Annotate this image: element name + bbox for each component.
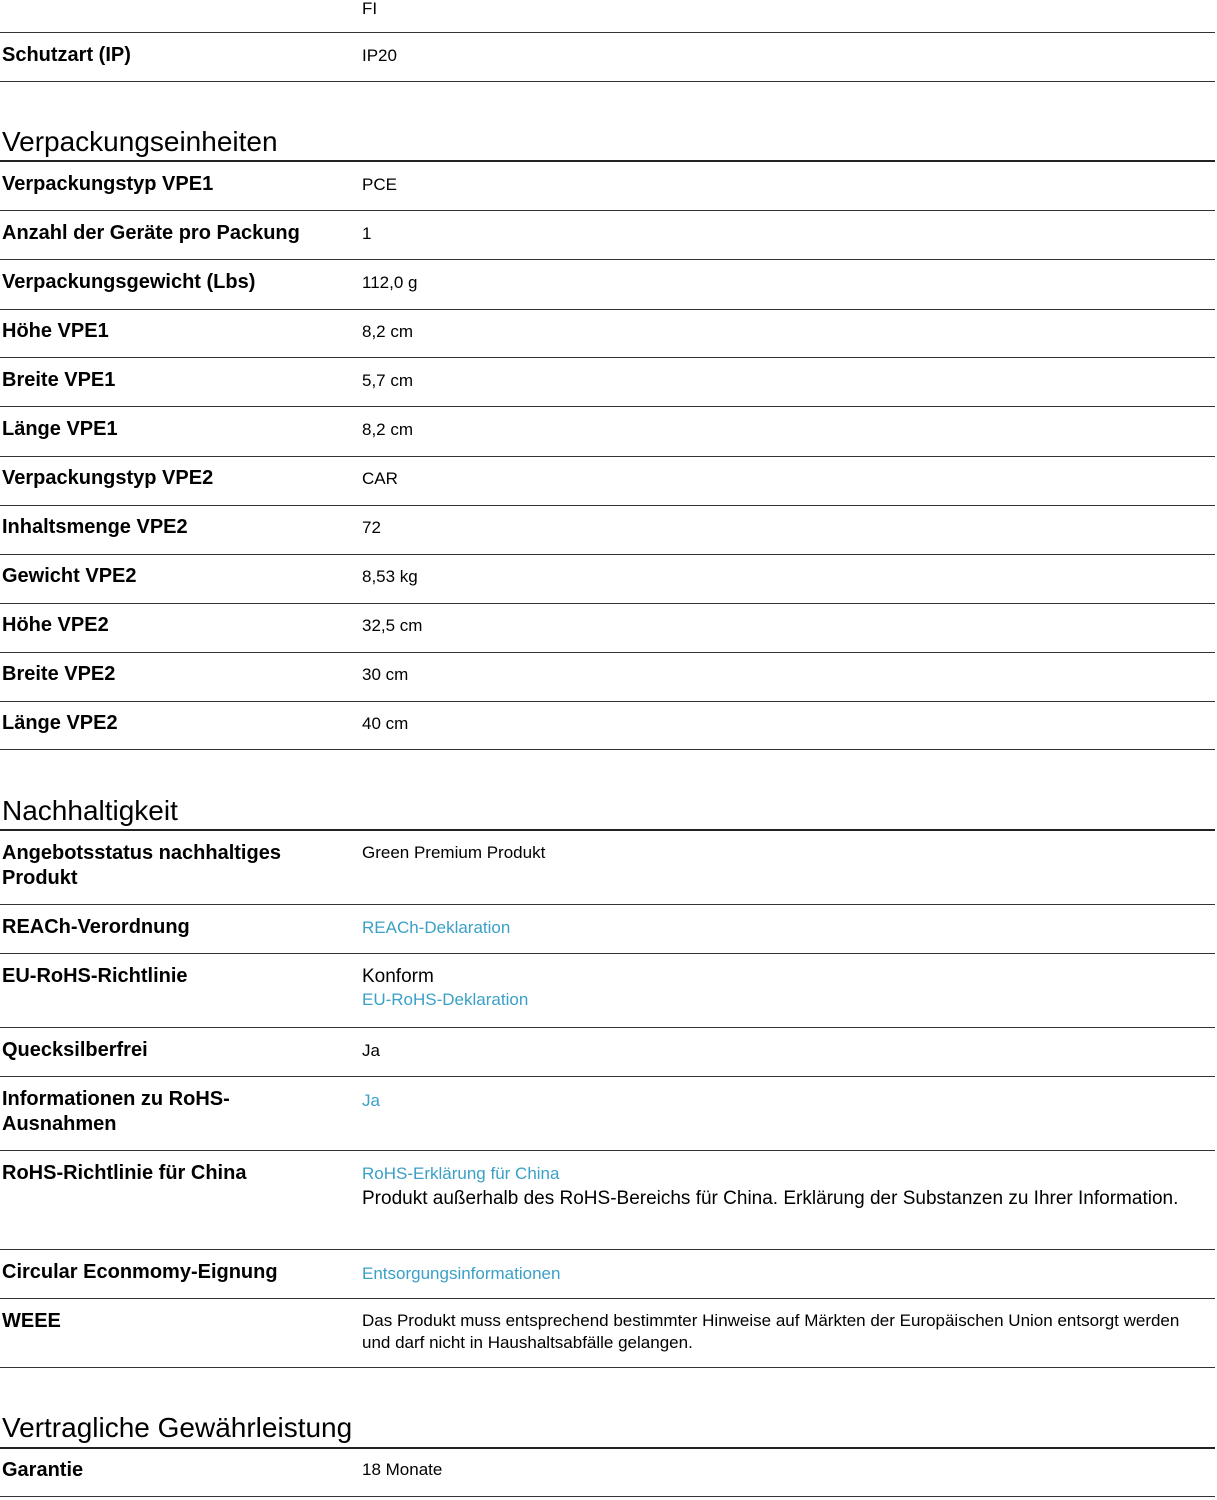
offer-status-label: Angebotsstatus nachhaltiges Produkt [2, 842, 281, 889]
divider [0, 1150, 1215, 1151]
section-title-packaging: Verpackungseinheiten [2, 126, 278, 157]
section-title-warranty: Vertragliche Gewährleistung [2, 1412, 353, 1443]
divider [0, 406, 1215, 407]
weee-label: WEEE [2, 1310, 61, 1332]
section-divider [0, 829, 1215, 831]
row-label: Verpackungstyp VPE1 [2, 173, 214, 195]
reach-declaration-cell [362, 917, 510, 939]
divider [0, 1496, 1215, 1497]
divider [0, 1367, 1215, 1368]
divider [0, 309, 1215, 310]
divider [0, 1076, 1215, 1077]
mercury-label: Quecksilberfrei [2, 1039, 148, 1061]
row-label: Inhaltsmenge VPE2 [2, 516, 188, 538]
section-title-sustainability: Nachhaltigkeit [2, 795, 178, 826]
china-rohs-declaration-link[interactable]: RoHS-Erklärung für China [362, 1164, 560, 1183]
protection-label: Schutzart (IP) [2, 44, 131, 66]
row-label: Länge VPE1 [2, 418, 118, 440]
row-label: Anzahl der Geräte pro Packung [2, 222, 300, 244]
row-label: Gewicht VPE2 [2, 565, 137, 587]
disposal-info-link[interactable]: Entsorgungsinformationen [362, 1264, 561, 1283]
divider [0, 210, 1215, 211]
divider [0, 456, 1215, 457]
protection-value: IP20 [362, 46, 397, 65]
warranty-label: Garantie [2, 1459, 84, 1481]
reach-label: REACh-Verordnung [2, 916, 190, 938]
divider [0, 505, 1215, 506]
divider [0, 81, 1215, 82]
row-value: 72 [362, 518, 381, 537]
divider [0, 357, 1215, 358]
divider [0, 32, 1215, 33]
section-divider [0, 1447, 1215, 1449]
eu-rohs-label: EU-RoHS-Richtlinie [2, 965, 188, 987]
section-divider [0, 160, 1215, 162]
reach-declaration-link[interactable]: REACh-Deklaration [362, 918, 511, 937]
row-value: PCE [362, 175, 397, 194]
row-label: Länge VPE2 [2, 712, 118, 734]
divider [0, 1249, 1215, 1250]
eu-rohs-cell [362, 964, 528, 1011]
china-rohs-cell [362, 1162, 1202, 1211]
circular-economy-cell [362, 1263, 560, 1285]
warranty-value: 18 Monate [362, 1460, 443, 1479]
divider [0, 749, 1215, 750]
row-label: Verpackungstyp VPE2 [2, 467, 214, 489]
divider [0, 953, 1215, 954]
divider [0, 701, 1215, 702]
row-label: Höhe VPE1 [2, 320, 109, 342]
row-value: 5,7 cm [362, 371, 414, 390]
circular-economy-label: Circular Econmomy-Eignung [2, 1261, 278, 1283]
eu-rohs-declaration-link[interactable]: EU-RoHS-Deklaration [362, 990, 529, 1009]
divider [0, 1298, 1215, 1299]
divider [0, 904, 1215, 905]
divider [0, 1027, 1215, 1028]
divider [0, 554, 1215, 555]
row-label: Verpackungsgewicht (Lbs) [2, 271, 256, 293]
top-fragment-value: FI [362, 0, 378, 18]
row-value: 30 cm [362, 665, 409, 684]
row-value: 8,2 cm [362, 420, 414, 439]
weee-value: Das Produkt muss entsprechend bestimmter Hinweise auf Märkten der Europäischen Union entsorgt werden und darf nicht in Haushaltsabfälle gelangen. [362, 1311, 1180, 1352]
offer-status-value: Green Premium Produkt [362, 843, 546, 862]
row-value: 8,53 kg [362, 567, 418, 586]
row-label: Breite VPE1 [2, 369, 116, 391]
rohs-exemptions-cell [362, 1090, 380, 1112]
divider [0, 652, 1215, 653]
eu-rohs-status: Konform [362, 966, 434, 987]
divider [0, 603, 1215, 604]
row-value: 32,5 cm [362, 616, 423, 635]
mercury-value: Ja [362, 1041, 380, 1060]
china-rohs-note: Produkt außerhalb des RoHS-Bereichs für China. Erklärung der Substanzen zu Ihrer Information. [362, 1188, 1179, 1209]
divider [0, 259, 1215, 260]
row-value: 112,0 g [362, 273, 418, 292]
row-value: 8,2 cm [362, 322, 414, 341]
row-label: Höhe VPE2 [2, 614, 109, 636]
row-value: CAR [362, 469, 398, 488]
china-rohs-label: RoHS-Richtlinie für China [2, 1162, 247, 1184]
rohs-exemptions-label: Informationen zu RoHS-Ausnahmen [2, 1088, 230, 1135]
rohs-exemptions-link[interactable]: Ja [362, 1091, 380, 1110]
row-label: Breite VPE2 [2, 663, 116, 685]
row-value: 1 [362, 224, 372, 243]
row-value: 40 cm [362, 714, 409, 733]
